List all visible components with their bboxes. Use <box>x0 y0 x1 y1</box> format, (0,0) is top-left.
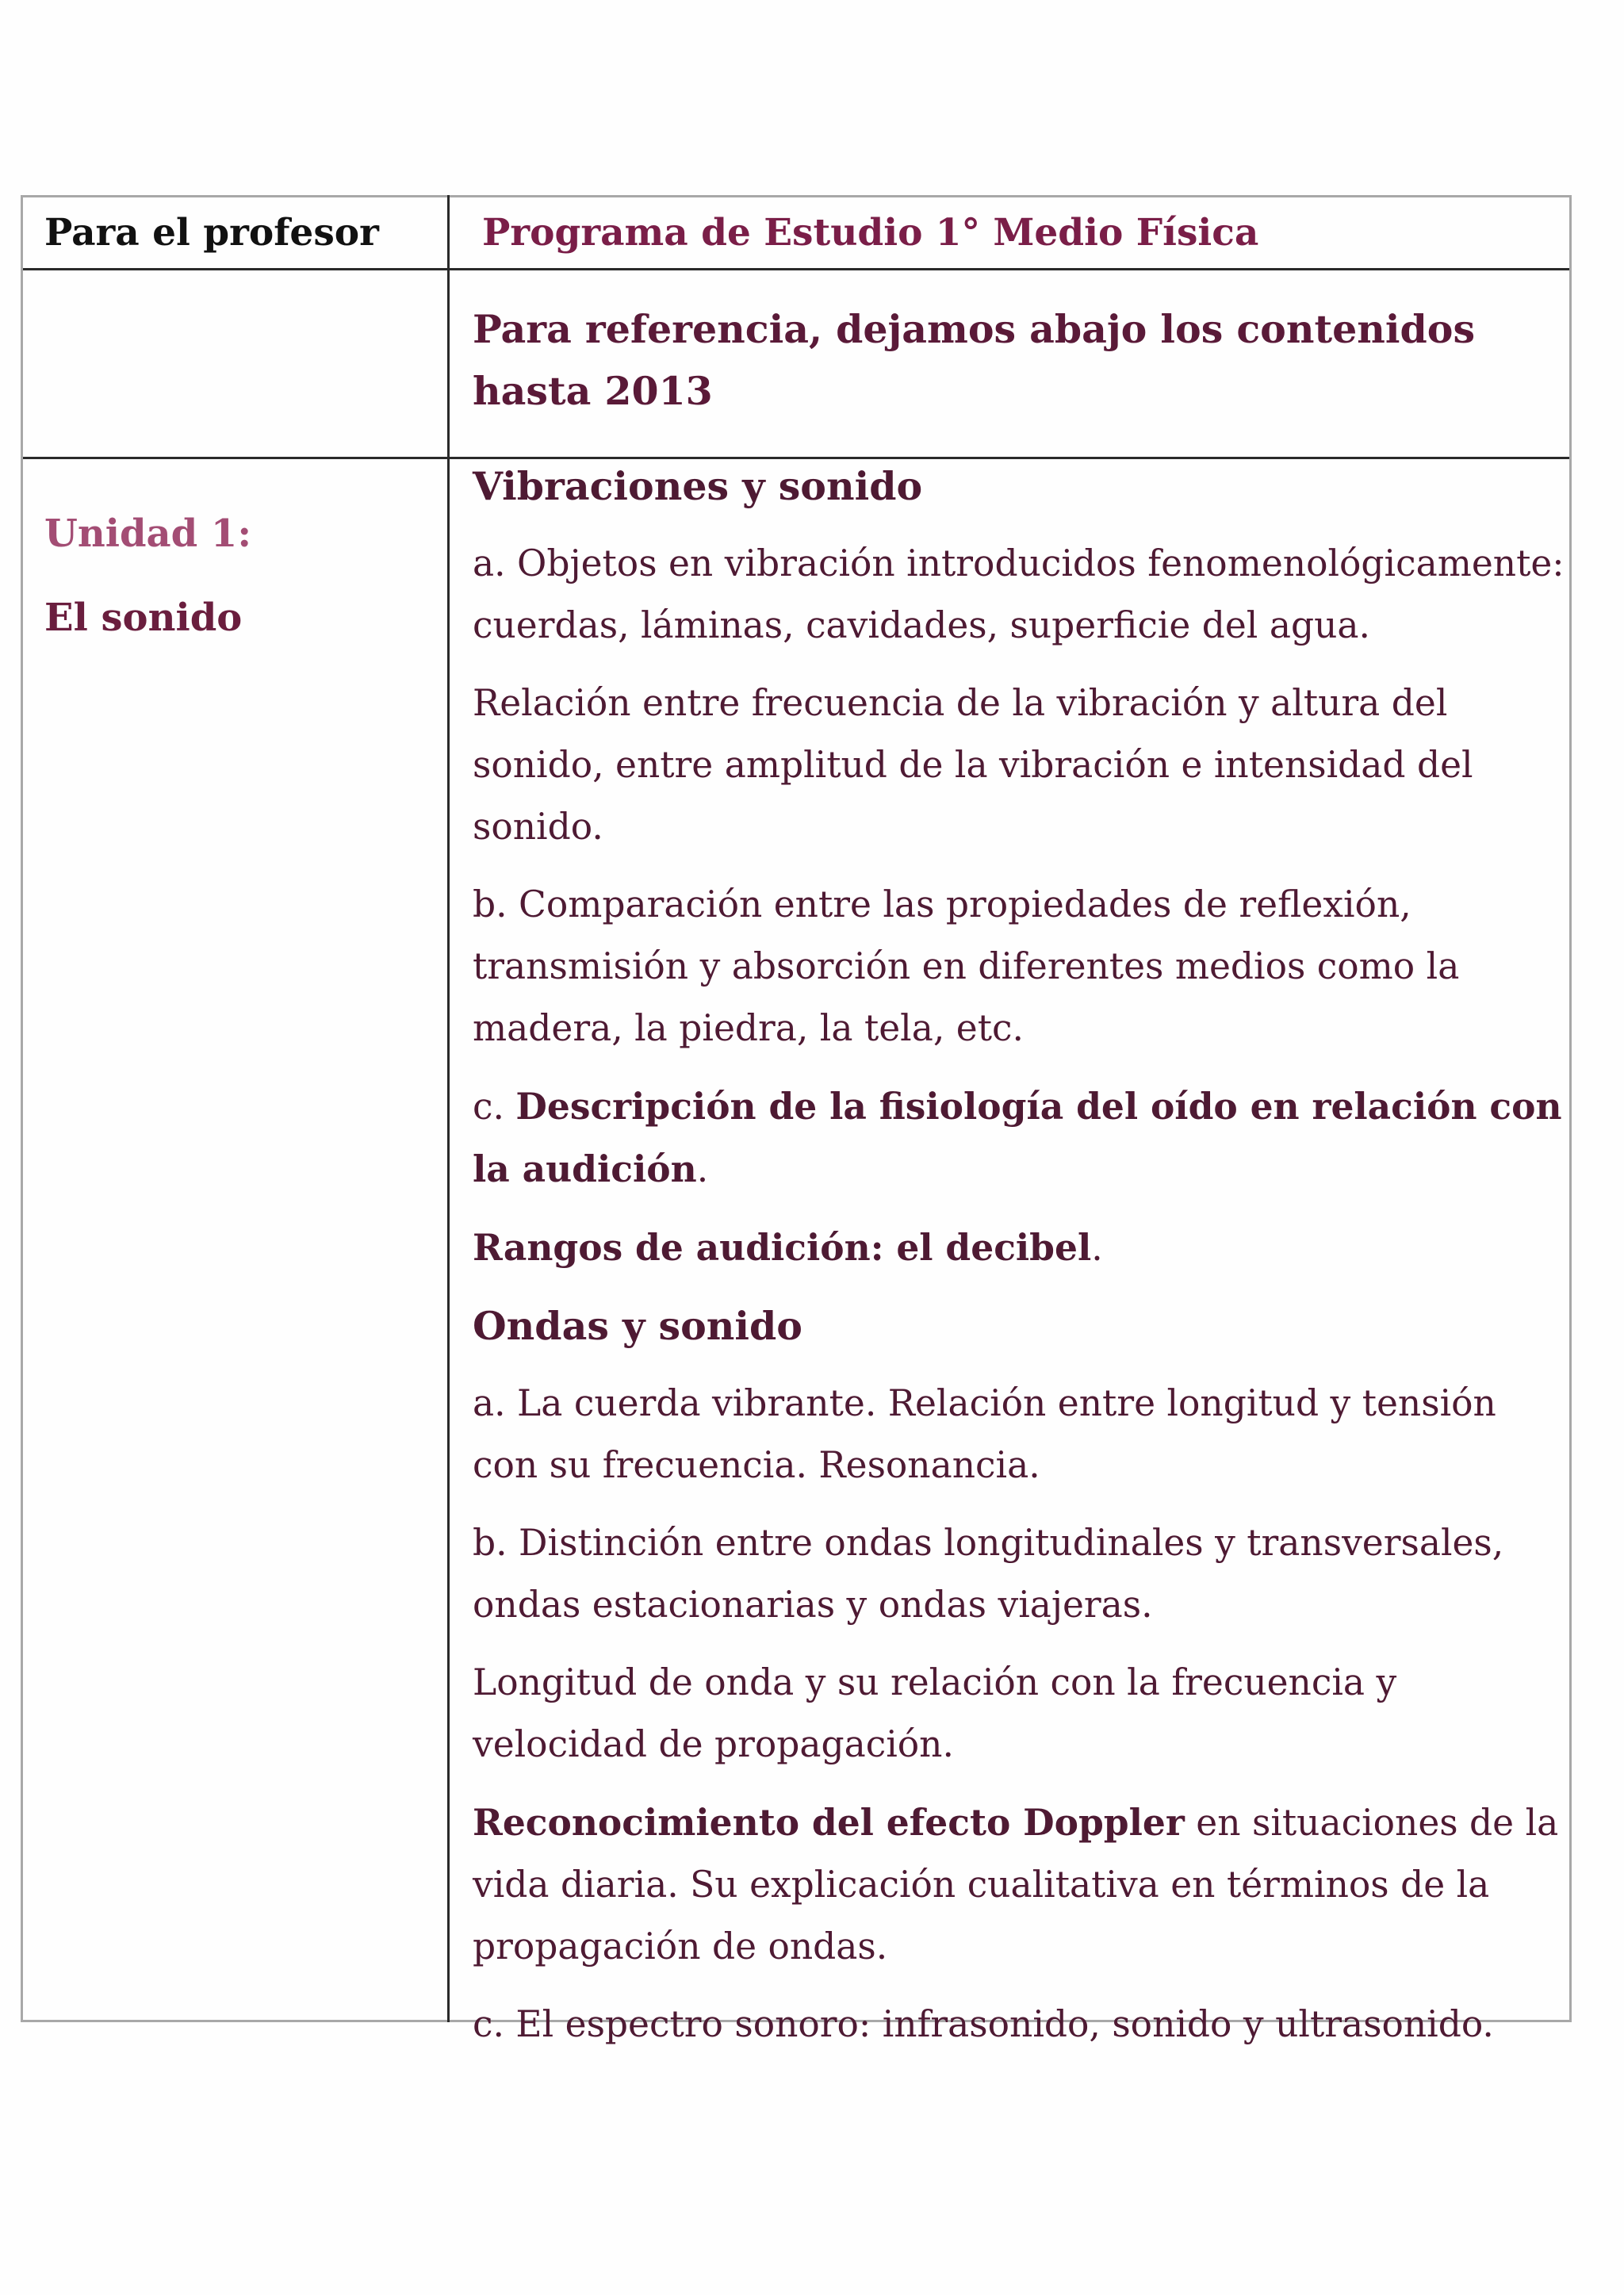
doppler-bold: Reconocimiento del efecto Doppler <box>473 1801 1185 1844</box>
paragraph-relacion: Relación entre frecuencia de la vibración y altura del sonido, entre amplitud de la vibración e intensidad del sonido. <box>473 682 1473 848</box>
header-left: Para el profesor <box>44 210 379 255</box>
paragraph-distincion: b. Distinción entre ondas longitudinales y transversales, ondas estacionarias y ondas viajeras. <box>473 1522 1504 1626</box>
table-border-right <box>1569 195 1572 2022</box>
unit-content <box>473 455 1567 2071</box>
unit-heading <box>44 492 251 660</box>
reference-note: Para referencia, dejamos abajo los contenidos hasta 2013 <box>473 306 1476 414</box>
paragraph-cuerda: a. La cuerda vibrante. Relación entre longitud y tensión con su frecuencia. Resonancia. <box>473 1382 1496 1486</box>
content-table <box>21 195 1572 2045</box>
column-divider <box>447 195 450 2022</box>
table-border-left <box>21 195 23 2022</box>
paragraph-objetos: a. Objetos en vibración introducidos fenomenológicamente: cuerdas, láminas, cavidades, superficie del agua. <box>473 542 1565 646</box>
doppler-rest: en situaciones de la vida diaria. Su explicación cualitativa en términos de la propagación de ondas. <box>473 1802 1559 1967</box>
unit-label: Unidad 1: <box>44 511 252 556</box>
paragraph-espectro: c. El espectro sonoro: infrasonido, sonido y ultrasonido. <box>473 2003 1494 2045</box>
paragraph-comparacion: b. Comparación entre las propiedades de reflexión, transmisión y absorción en diferentes medios como la madera, la piedra, la tela, etc. <box>473 883 1460 1049</box>
paragraph-longitud: Longitud de onda y su relación con la frecuencia y velocidad de propagación. <box>473 1661 1397 1765</box>
fisiologia-bold: Descripción de la fisiología del oído en relación con la audición <box>473 1085 1562 1190</box>
rangos-bold: Rangos de audición: el decibel <box>473 1226 1092 1269</box>
paragraph-rangos <box>473 1216 1567 1279</box>
fisiologia-suffix: . <box>696 1148 709 1190</box>
unit-title: El sonido <box>44 596 243 640</box>
section-heading-ondas: Ondas y sonido <box>473 1303 802 1349</box>
paragraph-fisiologia <box>473 1075 1567 1201</box>
header-right-title: Programa de Estudio 1° Medio Física <box>482 210 1259 255</box>
paragraph-doppler <box>473 1791 1567 1978</box>
section-heading-vibraciones: Vibraciones y sonido <box>473 463 923 509</box>
rangos-suffix: . <box>1091 1227 1103 1269</box>
fisiologia-prefix: c. <box>473 1086 516 1128</box>
